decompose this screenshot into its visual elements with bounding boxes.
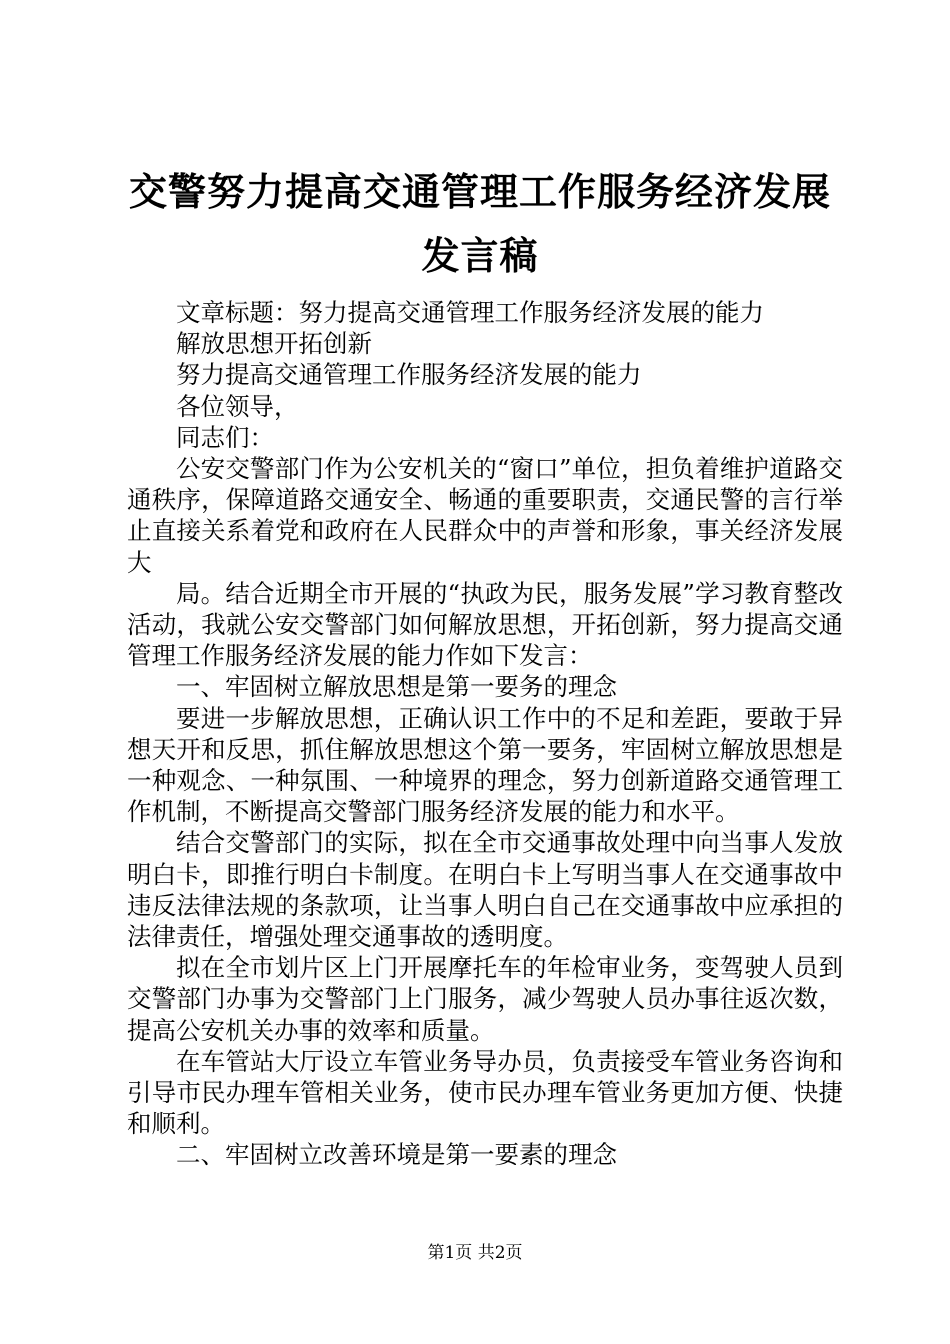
body-paragraph: 要进一步解放思想，正确认识工作中的不足和差距，要敢于异想天开和反思，抓住解放思想这个第一要务，牢固树立解放思想是一种观念、一种氛围、一种境界的理念，努力创新道路交通管理工作机制，不断提高交警部门服务经济发展的能力和水平。 [127,703,843,827]
subtitle-line: 努力提高交通管理工作服务经济发展的能力 [176,360,642,390]
body-paragraph: 局。结合近期全市开展的“执政为民，服务发展”学习教育整改活动，我就公安交警部门如何解放思想，开拓创新，努力提高交通管理工作服务经济发展的能力作如下发言： [127,578,843,671]
body-paragraph: 在车管站大厅设立车管业务导办员，负责接受车管业务咨询和引导市民办理车管相关业务，使市民办理车管业务更加方便、快捷和顺利。 [127,1046,843,1139]
subtitle-line: 解放思想开拓创新 [176,329,372,359]
section-heading: 二、牢固树立改善环境是第一要素的理念 [176,1140,617,1170]
document-body [127,297,843,1171]
body-paragraph: 拟在全市划片区上门开展摩托车的年检审业务，变驾驶人员到交警部门办事为交警部门上门服务，减少驾驶人员办事往返次数，提高公安机关办事的效率和质量。 [127,953,843,1045]
salutation: 同志们： [176,422,274,452]
body-paragraph: 结合交警部门的实际，拟在全市交通事故处理中向当事人发放明白卡，即推行明白卡制度。在明白卡上写明当事人在交通事故中违反法律法规的条款项，让当事人明白自己在交通事故中应承担的法律责任，增强处理交通事故的透明度。 [127,828,843,952]
body-paragraph: 公安交警部门作为公安机关的“窗口”单位，担负着维护道路交通秩序，保障道路交通安全、畅通的重要职责，交通民警的言行举止直接关系着党和政府在人民群众中的声誉和形象，事关经济发展大 [127,454,843,577]
article-title-line: 文章标题：努力提高交通管理工作服务经济发展的能力 [176,298,764,327]
section-heading: 一、牢固树立解放思想是第一要务的理念 [176,672,617,702]
document-title: 交警努力提高交通管理工作服务经济发展发言稿 [128,169,831,278]
page-number-footer: 第1页 共2页 [427,1243,523,1263]
salutation: 各位领导， [176,391,299,421]
